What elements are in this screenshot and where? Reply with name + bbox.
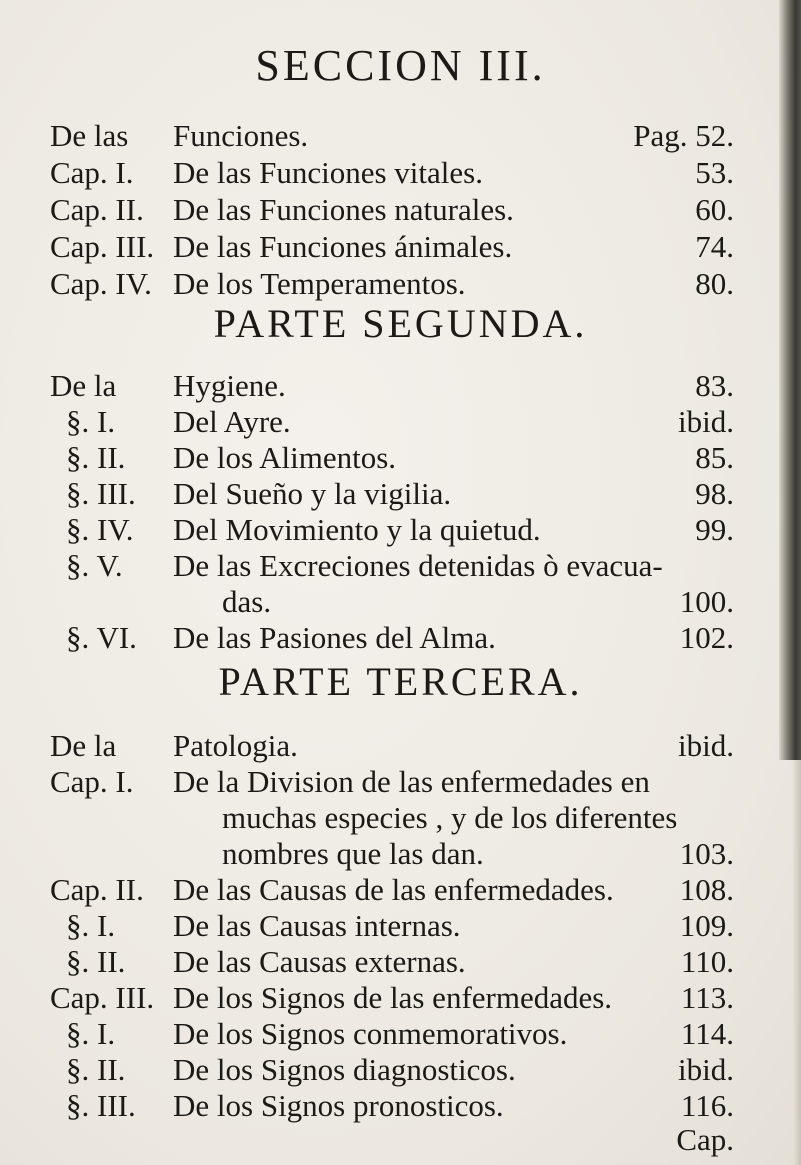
entry-label: Cap. IV.: [50, 266, 152, 301]
entry-page: 99.: [695, 512, 734, 547]
entry-label: §. II.: [66, 1052, 126, 1087]
entry-label: §. I.: [66, 404, 116, 439]
entry-text: De las Excreciones detenidas ò evacua-: [173, 548, 663, 583]
entry-page: 80.: [695, 266, 734, 301]
entry-page: ibid.: [678, 728, 734, 763]
entry-text: De las Funciones ánimales.: [173, 229, 513, 264]
entry-text: Patologia.: [173, 728, 298, 763]
entry-text: De las Funciones vitales.: [173, 155, 483, 190]
entry-text: Del Ayre.: [173, 404, 291, 439]
entry-page: 114.: [680, 1016, 734, 1051]
toc-entry: [0, 800, 801, 840]
entry-label: §. I.: [66, 908, 116, 943]
toc-entry: [0, 764, 801, 804]
entry-page: 113.: [680, 980, 734, 1015]
toc-entry: [0, 192, 801, 232]
entry-page: 110.: [680, 944, 734, 979]
entry-page: 83.: [695, 368, 734, 403]
toc-entry: [0, 404, 801, 444]
toc-entry: [0, 512, 801, 552]
entry-page: 102.: [679, 620, 734, 655]
entry-text: Hygiene.: [173, 368, 286, 403]
entry-label: Cap. I.: [50, 155, 134, 190]
toc-entry: [0, 155, 801, 195]
entry-label: Cap. I.: [50, 764, 134, 799]
toc-entry: [0, 1016, 801, 1056]
entry-label: De la: [50, 368, 117, 403]
entry-label: §. I.: [66, 1016, 116, 1051]
entry-page: 103.: [679, 836, 734, 871]
toc-entry: [0, 944, 801, 984]
entry-text: De los Signos conmemorativos.: [173, 1016, 568, 1051]
entry-text: De las Causas externas.: [173, 944, 466, 979]
toc-entry: [0, 872, 801, 912]
entry-page: ibid.: [678, 404, 734, 439]
toc-entry: [0, 620, 801, 660]
entry-text: nombres que las dan.: [222, 836, 484, 871]
catchword-row: [0, 1122, 801, 1162]
entry-page: 116.: [680, 1088, 734, 1123]
entry-label: §. III.: [66, 476, 136, 511]
entry-text: Funciones.: [173, 118, 309, 153]
entry-label: §. VI.: [66, 620, 137, 655]
entry-label: Cap. III.: [50, 980, 155, 1015]
heading-parte-segunda: PARTE SEGUNDA.: [213, 301, 588, 346]
toc-entry: [0, 548, 801, 588]
entry-page: 53.: [695, 155, 734, 190]
toc-entry: [0, 836, 801, 876]
entry-label: De la: [50, 728, 117, 763]
entry-text: das.: [222, 584, 272, 619]
entry-page: 109.: [679, 908, 734, 943]
toc-entry: [0, 728, 801, 768]
entry-text: De los Alimentos.: [173, 440, 397, 475]
toc-entry: [0, 980, 801, 1020]
entry-text: Del Movimiento y la quietud.: [173, 512, 541, 547]
entry-label: Cap. II.: [50, 872, 144, 907]
entry-label: De las: [50, 118, 129, 153]
toc-entry: [0, 908, 801, 948]
entry-page: 100.: [679, 584, 734, 619]
entry-text: muchas especies , y de los diferentes: [222, 800, 678, 835]
entry-label: §. II.: [66, 944, 126, 979]
section-title: SECCION III.: [255, 41, 546, 90]
toc-entry: [0, 1052, 801, 1092]
toc-entry: [0, 584, 801, 624]
catchword: Cap.: [676, 1122, 734, 1157]
entry-text: De los Signos de las enfermedades.: [173, 980, 613, 1015]
toc-entry: [0, 368, 801, 408]
entry-label: §. IV.: [66, 512, 134, 547]
toc-entry: [0, 476, 801, 516]
entry-text: De los Signos diagnosticos.: [173, 1052, 516, 1087]
entry-page: 74.: [695, 229, 734, 264]
entry-text: De las Causas de las enfermedades.: [173, 872, 614, 907]
entry-text: De las Funciones naturales.: [173, 192, 514, 227]
entry-text: De los Signos pronosticos.: [173, 1088, 504, 1123]
toc-entry: [0, 229, 801, 269]
entry-label: Cap. II.: [50, 192, 144, 227]
entry-page: 98.: [695, 476, 734, 511]
toc-entry: [0, 440, 801, 480]
entry-text: De las Causas internas.: [173, 908, 461, 943]
entry-text: De los Temperamentos.: [173, 266, 466, 301]
entry-page: ibid.: [678, 1052, 734, 1087]
entry-text: De las Pasiones del Alma.: [173, 620, 496, 655]
entry-label: Cap. III.: [50, 229, 155, 264]
entry-page: 108.: [679, 872, 734, 907]
entry-text: De la Division de las enfermedades en: [173, 764, 650, 799]
entry-page: 85.: [695, 440, 734, 475]
entry-label: §. V.: [66, 548, 123, 583]
entry-page: 60.: [695, 192, 734, 227]
entry-text: Del Sueño y la vigilia.: [173, 476, 452, 511]
entry-page: Pag. 52.: [633, 118, 734, 153]
entry-label: §. II.: [66, 440, 126, 475]
toc-entry: [0, 118, 801, 158]
entry-label: §. III.: [66, 1088, 136, 1123]
heading-parte-tercera: PARTE TERCERA.: [218, 659, 583, 704]
